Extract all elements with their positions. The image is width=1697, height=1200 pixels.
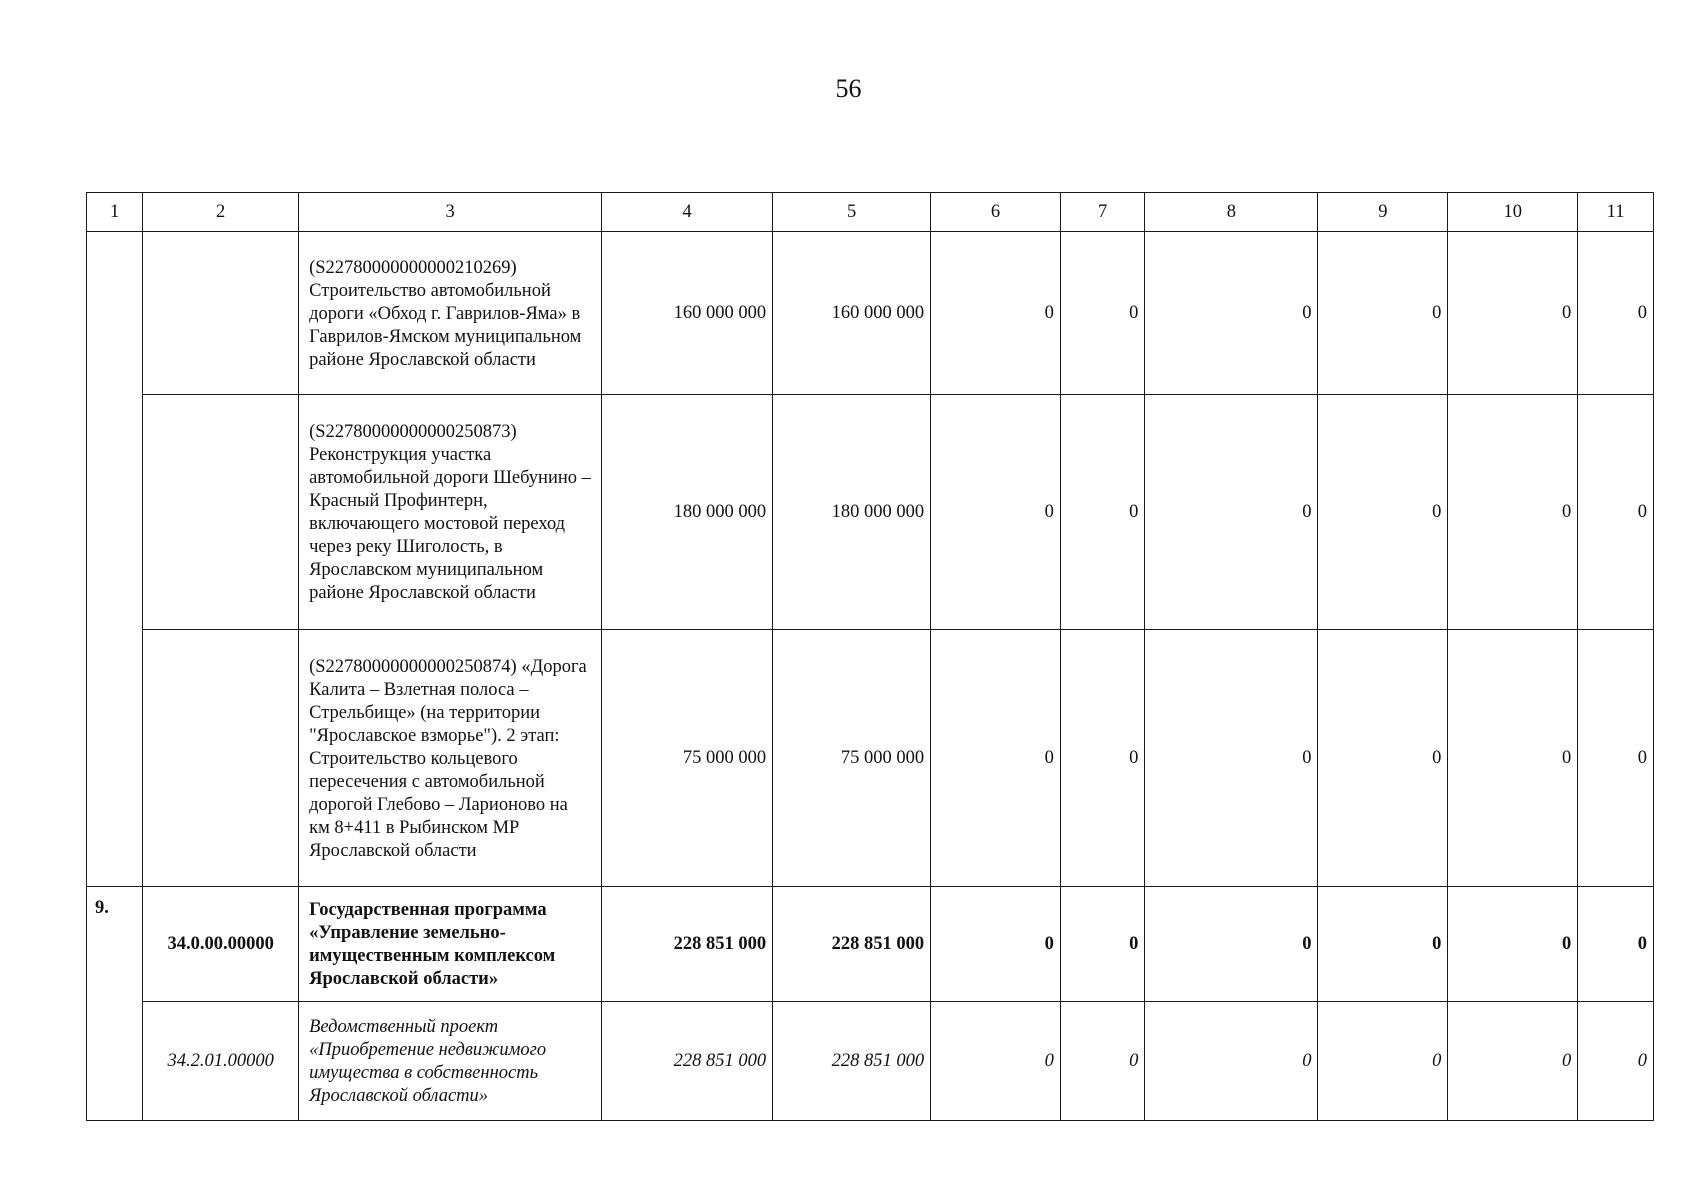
table-row bbox=[87, 887, 1654, 1002]
table-row bbox=[87, 1002, 1654, 1121]
value-cell-4: 228 851 000 bbox=[602, 1002, 773, 1121]
page-number: 56 bbox=[835, 74, 862, 103]
value-cell-9: 0 bbox=[1318, 1002, 1448, 1121]
code-cell: 34.2.01.00000 bbox=[143, 1002, 299, 1121]
description-cell: (S22780000000000210269) Строительство автомобильной дороги «Обход г. Гаврилов-Яма» в Гаврилов-Ямском муниципальном районе Ярославской области bbox=[299, 232, 602, 395]
value-cell-8: 0 bbox=[1145, 395, 1318, 630]
value-cell-9: 0 bbox=[1318, 887, 1448, 1002]
value-cell-6: 0 bbox=[931, 232, 1061, 395]
description-cell: Государственная программа «Управление земельно-имущественным комплексом Ярославской области» bbox=[299, 887, 602, 1002]
value-cell-7: 0 bbox=[1060, 232, 1144, 395]
value-cell-10: 0 bbox=[1448, 630, 1578, 887]
value-cell-6: 0 bbox=[931, 887, 1061, 1002]
value-cell-5: 75 000 000 bbox=[773, 630, 931, 887]
value-cell-4: 180 000 000 bbox=[602, 395, 773, 630]
value-cell-9: 0 bbox=[1318, 395, 1448, 630]
table-header bbox=[87, 193, 1654, 232]
value-cell-7: 0 bbox=[1060, 887, 1144, 1002]
column-header-2: 2 bbox=[143, 193, 299, 232]
value-cell-6: 0 bbox=[931, 395, 1061, 630]
code-cell: 34.0.00.00000 bbox=[143, 887, 299, 1002]
value-cell-11: 0 bbox=[1578, 232, 1654, 395]
column-header-1: 1 bbox=[87, 193, 143, 232]
value-cell-11: 0 bbox=[1578, 630, 1654, 887]
column-header-8: 8 bbox=[1145, 193, 1318, 232]
description-cell: (S22780000000000250873) Реконструкция участка автомобильной дороги Шебунино – Красный Профинтерн, включающего мостовой переход через реку Шиголость, в Ярославском муниципальном районе Ярославской области bbox=[299, 395, 602, 630]
column-header-9: 9 bbox=[1318, 193, 1448, 232]
value-cell-8: 0 bbox=[1145, 630, 1318, 887]
table-row bbox=[87, 395, 1654, 630]
value-cell-5: 160 000 000 bbox=[773, 232, 931, 395]
value-cell-5: 180 000 000 bbox=[773, 395, 931, 630]
value-cell-4: 228 851 000 bbox=[602, 887, 773, 1002]
value-cell-10: 0 bbox=[1448, 395, 1578, 630]
value-cell-6: 0 bbox=[931, 1002, 1061, 1121]
table-row bbox=[87, 630, 1654, 887]
code-cell bbox=[143, 630, 299, 887]
value-cell-11: 0 bbox=[1578, 395, 1654, 630]
value-cell-7: 0 bbox=[1060, 395, 1144, 630]
value-cell-9: 0 bbox=[1318, 232, 1448, 395]
code-cell bbox=[143, 232, 299, 395]
value-cell-7: 0 bbox=[1060, 630, 1144, 887]
value-cell-7: 0 bbox=[1060, 1002, 1144, 1121]
header-row bbox=[87, 193, 1654, 232]
column-header-7: 7 bbox=[1060, 193, 1144, 232]
column-header-3: 3 bbox=[299, 193, 602, 232]
column-header-4: 4 bbox=[602, 193, 773, 232]
column-header-11: 11 bbox=[1578, 193, 1654, 232]
value-cell-9: 0 bbox=[1318, 630, 1448, 887]
value-cell-10: 0 bbox=[1448, 1002, 1578, 1121]
table-body bbox=[87, 232, 1654, 1121]
value-cell-6: 0 bbox=[931, 630, 1061, 887]
value-cell-11: 0 bbox=[1578, 887, 1654, 1002]
value-cell-4: 75 000 000 bbox=[602, 630, 773, 887]
value-cell-4: 160 000 000 bbox=[602, 232, 773, 395]
column-header-10: 10 bbox=[1448, 193, 1578, 232]
row-number-cell: 9. bbox=[87, 887, 143, 1121]
value-cell-11: 0 bbox=[1578, 1002, 1654, 1121]
value-cell-8: 0 bbox=[1145, 1002, 1318, 1121]
value-cell-10: 0 bbox=[1448, 232, 1578, 395]
table-row bbox=[87, 232, 1654, 395]
value-cell-10: 0 bbox=[1448, 887, 1578, 1002]
value-cell-8: 0 bbox=[1145, 232, 1318, 395]
value-cell-5: 228 851 000 bbox=[773, 887, 931, 1002]
row-number-cell bbox=[87, 232, 143, 887]
value-cell-5: 228 851 000 bbox=[773, 1002, 931, 1121]
column-header-5: 5 bbox=[773, 193, 931, 232]
value-cell-8: 0 bbox=[1145, 887, 1318, 1002]
column-header-6: 6 bbox=[931, 193, 1061, 232]
budget-table bbox=[86, 192, 1654, 1121]
description-cell: (S22780000000000250874) «Дорога Калита – Взлетная полоса – Стрельбище» (на территории "Ярославское взморье"). 2 этап: Строительство кольцевого пересечения с автомобильной дорогой Глебово – Ларионово на км 8+411 в Рыбинском МР Ярославской области bbox=[299, 630, 602, 887]
description-cell: Ведомственный проект «Приобретение недвижимого имущества в собственность Ярославской области» bbox=[299, 1002, 602, 1121]
code-cell bbox=[143, 395, 299, 630]
